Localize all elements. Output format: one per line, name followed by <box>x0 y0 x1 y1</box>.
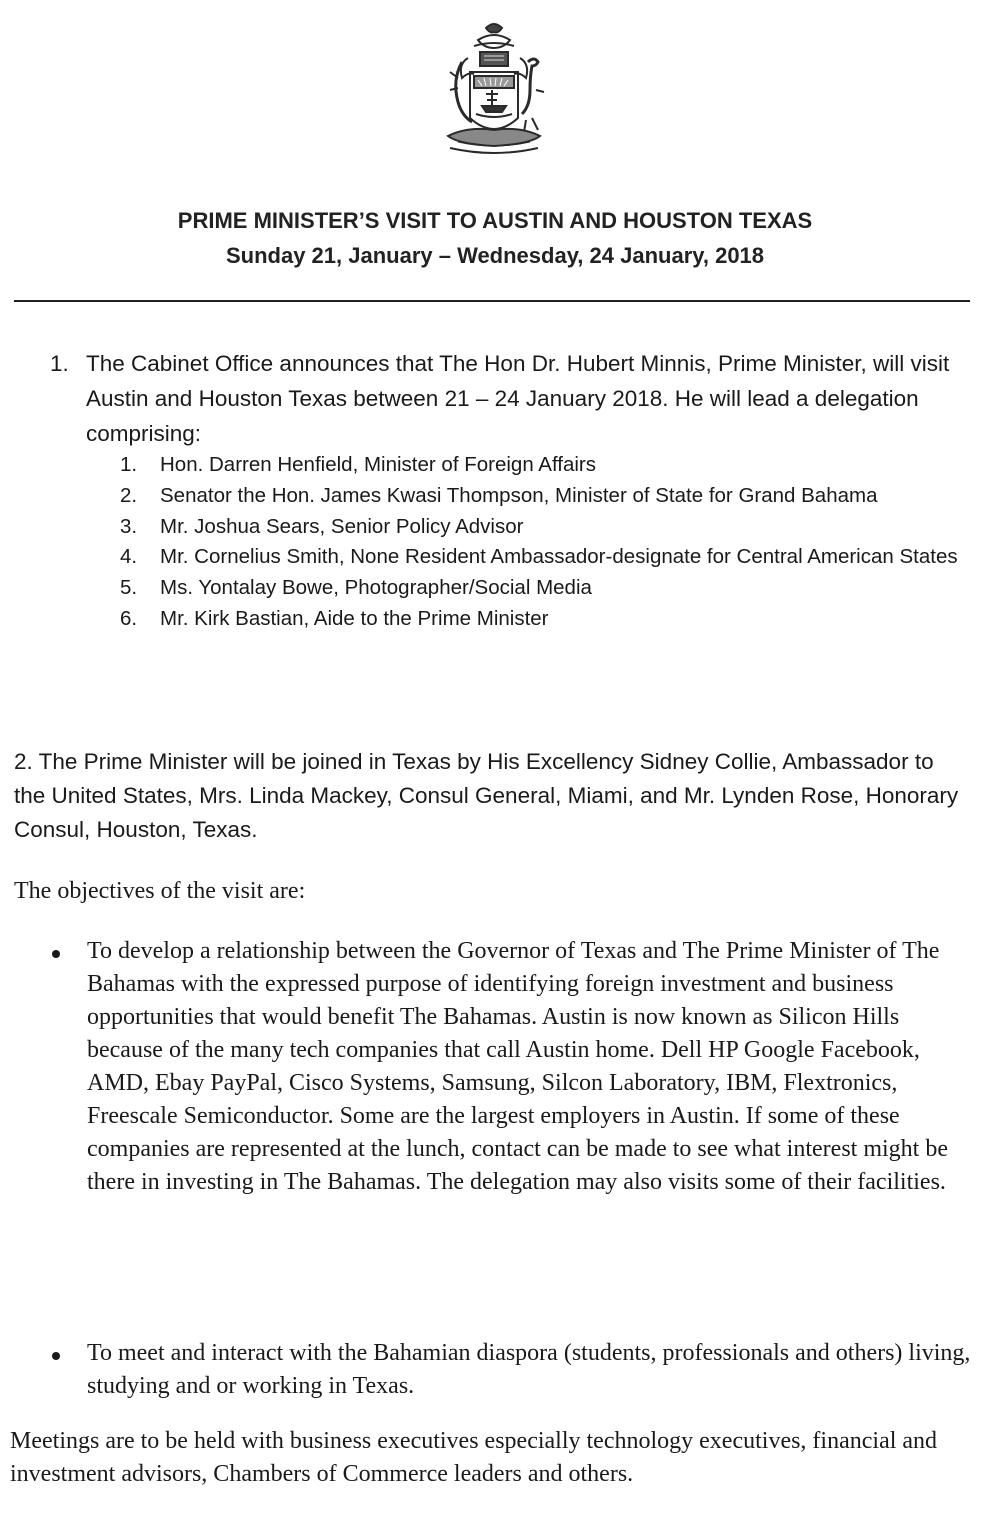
delegation-item: 3. Mr. Joshua Sears, Senior Policy Advisor <box>120 514 524 538</box>
bullet-icon <box>52 950 60 958</box>
objective-bullet <box>52 1337 977 1403</box>
delegation-item: 2. Senator the Hon. James Kwasi Thompson, Minister of State for Grand Bahama <box>120 483 878 507</box>
divider <box>14 300 970 302</box>
delegation-item: 5. Ms. Yontalay Bowe, Photographer/Social Media <box>120 576 592 600</box>
objective-text: To meet and interact with the Bahamian diaspora (students, professionals and others) living, studying and or working in Texas. <box>87 1340 971 1399</box>
delegation-item: 1. Hon. Darren Henfield, Minister of Foreign Affairs <box>120 453 597 476</box>
joined-by-paragraph: 2. The Prime Minister will be joined in Texas by His Excellency Sidney Collie, Ambassador to the United States, Mrs. Linda Mackey, Consul General, Miami, and Mr. Lynden Rose, Honorary Consul, Houston, Texas. <box>14 749 959 842</box>
closing-paragraph: Meetings are to be held with business executives especially technology executives, financial and investment advisors, Chambers of Commerce leaders and others. <box>10 1428 938 1487</box>
document-title: PRIME MINISTER’S VISIT TO AUSTIN AND HOUSTON TEXAS <box>177 208 813 233</box>
paragraph-number: 1. <box>50 351 69 376</box>
delegation-list <box>120 450 970 635</box>
objective-text: To develop a relationship between the Governor of Texas and The Prime Minister of The Bahamas with the expressed purpose of identifying foreign investment and business opportunities that would benefit The Bahamas. Austin is now known as Silicon Hills because of the many tech companies that call Austin home. Dell HP Google Facebook, AMD, Ebay PayPal, Cisco Systems, Samsung, Silcon Laboratory, IBM, Flextronics, Freescale Semiconductor. Some are the largest employers in Austin. If some of these companies are represented at the lunch, contact can be made to see what interest might be there in investing in The Bahamas. The delegation may also visits some of their facilities. <box>87 938 948 1195</box>
announcement-paragraph <box>50 346 975 451</box>
bullet-icon <box>52 1352 60 1360</box>
announcement-text: The Cabinet Office announces that The Hon Dr. Hubert Minnis, Prime Minister, will visit Austin and Houston Texas between 21 – 24 January 2018. He will lead a delegation comprising: <box>86 351 950 446</box>
objectives-intro: The objectives of the visit are: <box>14 878 306 904</box>
coat-of-arms-icon <box>428 18 560 168</box>
objective-bullet <box>52 935 977 1199</box>
document-dates: Sunday 21, January – Wednesday, 24 January, 2018 <box>225 243 765 268</box>
delegation-item: 4. Mr. Cornelius Smith, None Resident Ambassador-designate for Central American States <box>120 545 958 569</box>
delegation-item: 6. Mr. Kirk Bastian, Aide to the Prime Minister <box>120 606 549 630</box>
